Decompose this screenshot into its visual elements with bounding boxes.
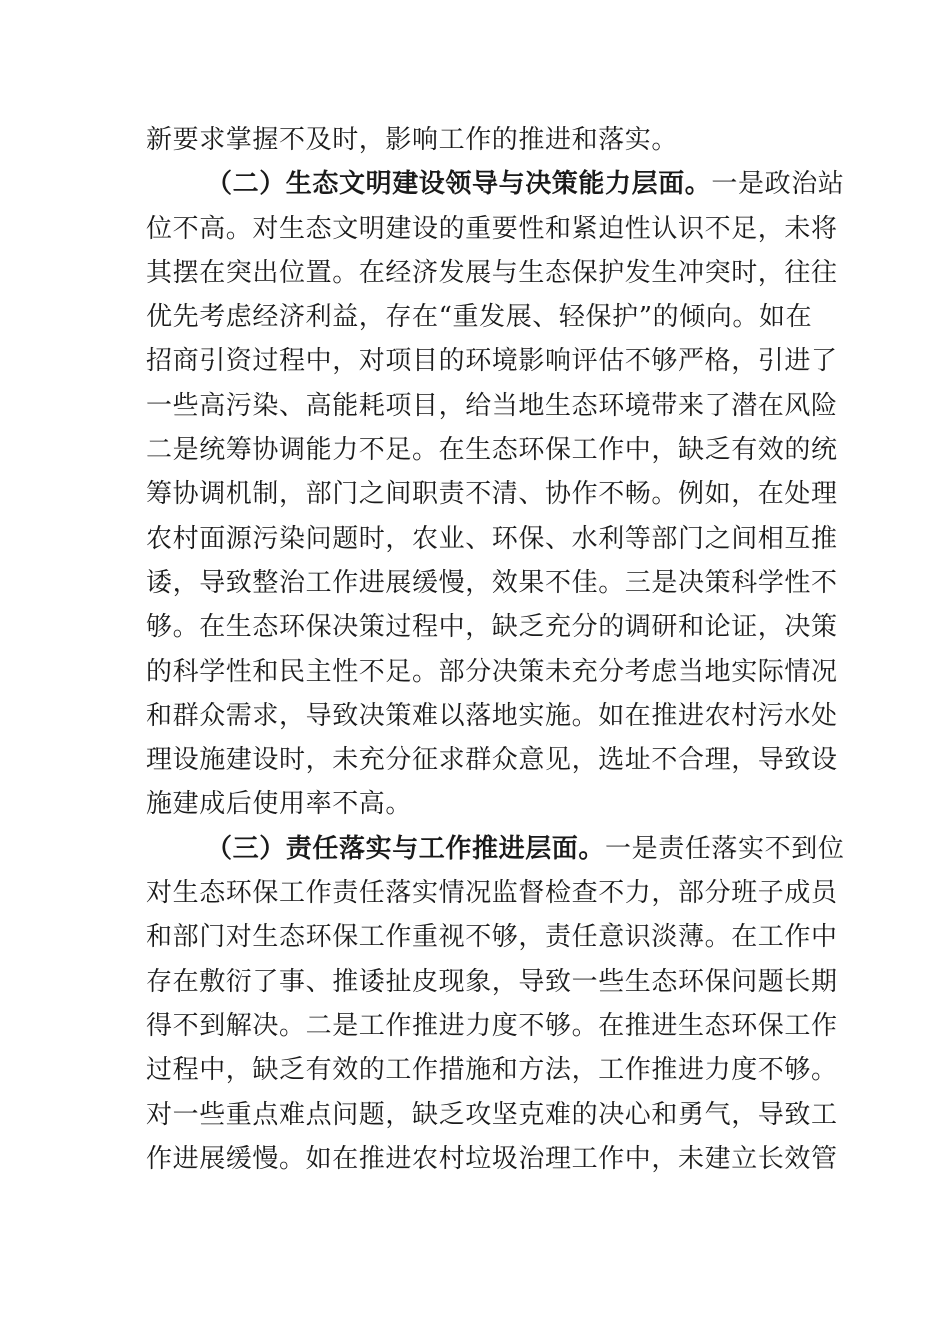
text-line [146, 428, 838, 472]
text-line [146, 207, 838, 251]
text-line [146, 517, 838, 561]
text-run: 和群众需求，导致决策难以落地实施。如在推进农村污水处 [146, 700, 838, 731]
text-line [146, 1048, 838, 1092]
text-run: 存在敷衍了事、推诿扯皮现象，导致一些生态环保问题长期 [146, 966, 838, 997]
text-run: 招商引资过程中，对项目的环境影响评估不够严格，引进了 [146, 346, 838, 377]
text-run: 得不到解决。二是工作推进力度不够。在推进生态环保工作 [146, 1010, 838, 1041]
section-heading: （二）生态文明建设领导与决策能力层面。 [206, 169, 712, 200]
text-line [146, 871, 838, 915]
text-line [146, 694, 838, 738]
text-line [146, 605, 838, 649]
text-run: 对生态环保工作责任落实情况监督检查不力，部分班子成员 [146, 878, 838, 909]
text-run: 的科学性和民主性不足。部分决策未充分考虑当地实际情况 [146, 656, 838, 687]
text-run: 够。在生态环保决策过程中，缺乏充分的调研和论证，决策 [146, 612, 838, 643]
section-heading: （三）责任落实与工作推进层面。 [206, 833, 606, 864]
text-run: 一是责任落实不到位 [605, 833, 845, 864]
text-line [146, 118, 810, 162]
text-run: 作进展缓慢。如在推进农村垃圾治理工作中，未建立长效管 [146, 1143, 838, 1174]
text-line [146, 1004, 838, 1048]
text-line [146, 650, 838, 694]
text-run: 对一些重点难点问题，缺乏攻坚克难的决心和勇气，导致工 [146, 1099, 838, 1130]
text-run: 和部门对生态环保工作重视不够，责任意识淡薄。在工作中 [146, 922, 838, 953]
paragraph-first-line [146, 827, 845, 871]
text-run: 理设施建设时，未充分征求群众意见，选址不合理，导致设 [146, 745, 838, 776]
text-line [146, 782, 810, 826]
text-line [146, 738, 838, 782]
text-run: 二是统筹协调能力不足。在生态环保工作中，缺乏有效的统 [146, 435, 838, 466]
text-run: 其摆在突出位置。在经济发展与生态保护发生冲突时，往往 [146, 257, 838, 288]
text-line [146, 1137, 838, 1181]
text-line [146, 561, 838, 605]
text-line [146, 1093, 838, 1137]
text-line [146, 384, 838, 428]
text-run: 筹协调机制，部门之间职责不清、协作不畅。例如，在处理 [146, 479, 838, 510]
text-line [146, 339, 838, 383]
text-run: 优先考虑经济利益，存在“重发展、轻保护”的倾向。如在 [146, 302, 813, 333]
text-line [146, 915, 838, 959]
text-run: 农村面源污染问题时，农业、环保、水利等部门之间相互推 [146, 523, 838, 554]
text-run: 一是政治站 [711, 169, 845, 200]
text-run: 诿，导致整治工作进展缓慢，效果不佳。三是决策科学性不 [146, 567, 838, 598]
body-text [146, 118, 845, 1181]
text-run: 新要求掌握不及时，影响工作的推进和落实。 [146, 125, 679, 155]
text-line [146, 472, 838, 516]
paragraph-first-line [146, 162, 845, 206]
text-run: 位不高。对生态文明建设的重要性和紧迫性认识不足，未将 [146, 213, 838, 244]
text-run: 施建成后使用率不高。 [146, 789, 413, 820]
text-line [146, 251, 838, 295]
text-run: 一些高污染、高能耗项目，给当地生态环境带来了潜在风险 [146, 390, 838, 421]
text-run: 过程中，缺乏有效的工作措施和方法，工作推进力度不够。 [146, 1055, 838, 1086]
text-line [146, 295, 813, 339]
text-line [146, 960, 838, 1004]
